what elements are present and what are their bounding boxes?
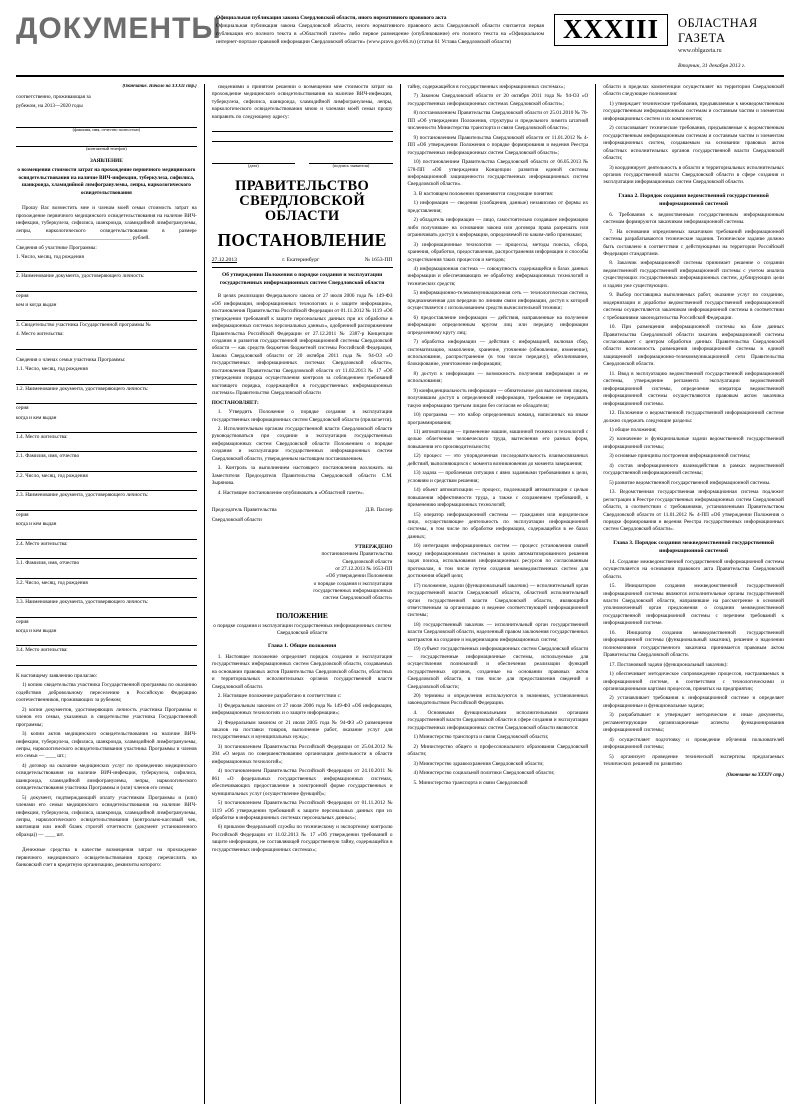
col1-top-line-2: рубежом, на 2013—2020 годы	[16, 103, 83, 110]
decree-resolve-word: ПОСТАНОВЛЯЕТ:	[211, 399, 259, 406]
col3-item: 4) информационная система — совокупность содержащейся в базах данных информации и обеспечивающих ее обработку информационных технологий и технических средств;	[407, 265, 589, 287]
participant-info-title: Сведения об участнике Программы:	[16, 244, 97, 251]
col1-top-line-1: соответственно, проживающая за	[16, 93, 91, 100]
field-line[interactable]	[16, 609, 197, 618]
col3-item: 7) Законом Свердловской области от 20 октября 2011 года № 94-ОЗ «О государственных информационных системах Свердловской области»;	[407, 93, 589, 107]
family-field: когда и кем выдан	[16, 627, 57, 634]
signer-name: Д.В. Паслер	[365, 507, 393, 514]
field-item: серия	[16, 292, 29, 299]
chapter-3-item: 2) устанавливает требования к информационной системе и определяет информационные и функциональные задачи;	[603, 695, 784, 709]
chapter-1-item: 2. Настоящее положение разработано в соответствии с:	[217, 693, 342, 700]
field-line[interactable]	[16, 502, 197, 511]
approval-line: о порядке создания и эксплуатации	[313, 580, 393, 587]
family-field: серия	[16, 618, 29, 625]
family-info-title: Сведения о членах семьи участника Программы:	[16, 356, 126, 363]
decree-number: № 1653-ПП	[364, 257, 393, 264]
field-line[interactable]	[16, 657, 197, 666]
approval-block	[212, 544, 393, 603]
family-field: серия	[16, 405, 29, 412]
attachment-item: 3) копии актов медицинского освидетельствования на наличие ВИЧ-инфекции, туберкулеза, сифилиса, шанкроида, хламидийной лимфогранулемы, лепры, наркологического освидетельствования участника Программы и членов его семьи — ____ шт.;	[16, 731, 197, 760]
decree-signature	[212, 507, 393, 526]
col3-item: 3) информационные технологии — процессы, методы поиска, сбора, хранения, обработки, предоставления, распространения информации и способы осуществления таких процессов и методов;	[407, 241, 589, 263]
chapter-2-heading: Глава 2. Порядок создания ведомственной государственной информационной системой	[618, 192, 769, 207]
family-field: 3.4. Место жительства:	[16, 647, 68, 654]
family-field: 2.1. Фамилия, имя, отчество	[16, 453, 80, 460]
chapter-3-item: 1) обеспечивает методическое сопровождение процессов, настраиваемых в информационной системе, в соответствии с технологическими и организационными картами процессов, принятых на предприятии;	[603, 671, 784, 693]
signer-title-2: Свердловской области	[211, 516, 262, 523]
col3-item: 2) Министерство общего и профессионального образования Свердловской области;	[407, 743, 589, 758]
attachment-item: 5) документ, подтверждающий оплату участником Программы и (или) членами его семьи медицинского освидетельствования на наличие ВИЧ-инфекции, туберкулеза, сифилиса, шанкроида, хламидийной лимфогранулемы, лепры, наркологического освидетельствования (контрольно-кассовый чек, квитанция или иной бланк строгой отчетности (документ установленного образца)) — ____ шт.	[16, 794, 197, 838]
article-columns	[16, 84, 784, 1104]
masthead-legal-note	[206, 14, 554, 46]
regulation-subtitle: о порядке создания и эксплуатации государственных информационных систем Свердловской области	[213, 622, 391, 636]
col3-item: 10) программа — это набор определенных команд, написанных на языке программирования;	[407, 412, 589, 426]
chapter-2-item: 9. Выбор поставщика выполняемых работ, оказание услуг по созданию, модернизации и доработке ведомственной государственной информационной системы осуществляется заказчиком информационной системы в соответствии с требованиями законодательства Российской Федерации.	[603, 292, 784, 321]
chapter-1-item: 4) постановлением Правительства Российской Федерации от 24.10.2011 № 861 «О федеральных государственных информационных системах, обеспечивающих предоставление в электронной форме государственных и муниципальных услуг (осуществление функций)»;	[211, 768, 393, 797]
chapter-2-item: 13. Ведомственная государственная информационная система подлежит регистрации в Реестре государственных информационных систем Свердловской области, в соответствии с требованиями, установленными Правительством Свердловской области от 11.01.2012 № 4-ПП «Об утверждении Положения о порядке формирования и ведения Реестра государственных информационных систем Свердловской области».	[603, 489, 784, 533]
column-1	[16, 84, 205, 1104]
paper-website[interactable]: www.oblgazeta.ru	[678, 48, 722, 54]
field-item: 3. Свидетельство участника Государственной программы №	[16, 321, 151, 328]
name-field-label: (фамилия, имя, отчество полностью)	[72, 126, 141, 132]
regulation-title: ПОЛОЖЕНИЕ	[276, 610, 328, 620]
col3-item: 19) субъект государственных информационных систем Свердловской области — государственные информационные системы, используемые для осуществления полномочий и обеспечения реализации функций государственных органов, созданные на основании правовых актов Свердловской области, в том числе для предоставления сведений о Свердловской области;	[407, 646, 589, 690]
decree-item: 2. Исполнительным органам государственной власти Свердловской области руководствоваться при создании и эксплуатации государственных информационных систем Свердловской области Положением о порядке создания и эксплуатации государственных информационных систем Свердловской области, утвержденным настоящим постановлением.	[211, 425, 393, 462]
col3-item: 20) термины и определения используются в значениях, установленных законодательством Российской Федерации.	[407, 692, 589, 707]
col4-item: 3) координирует деятельность в области и территориальных исполнительных органов государственной власти Свердловской области в сфере создания и эксплуатации информационных систем Свердловской области.	[603, 164, 784, 186]
chapter-3-item: 17. Постановкой задачи (функциональный заказчик):	[609, 661, 728, 668]
family-field: 2.2. Число, месяц, год рождения	[16, 472, 88, 479]
statement-subtitle: о возмещении стоимости затрат на прохождение первичного медицинского освидетельствования на наличие ВИЧ-инфекции, туберкулеза, сифилиса, шанкроида, хламидийной лимфогранулемы, лепры, наркологического освидетельствования	[17, 167, 196, 196]
paper-name: ОБЛАСТНАЯ ГАЗЕТА	[678, 16, 758, 45]
field-line[interactable]	[16, 341, 197, 350]
legal-note-body: Официальная публикация закона Свердловской области, иного нормативного правового акта Свердловской области считается первая публикация его полного текста в «Областной газете» либо первое размещение (опубликование) его полного текста на «Официальном интернет-портале правовой информации Свердловской области» (www.pravo.gov66.ru) (статья 61 Устава Свердловской области)	[216, 23, 544, 46]
field-line[interactable]	[16, 589, 197, 598]
continuation-note: (Окончание. Начало на XXXII стр.)	[122, 84, 197, 89]
family-field: 3.2. Число, месяц, год рождения	[16, 579, 88, 586]
gov-line-2: СВЕРДЛОВСКОЙ	[239, 193, 365, 210]
approval-line: постановлением Правительства	[321, 551, 393, 558]
approval-line: от 27.12.2013 № 1653-ПП	[335, 565, 393, 572]
chapter-2-item: 10. При размещении информационной системы на базе данных Правительства Свердловской области заказчик информационной системы согласовывает с центром обработки данных Правительства Свердловской области возможность размещения информационной системы в единой защищенной информационно-телекоммуникационной сети Правительства Свердловской области.	[603, 324, 784, 368]
chapter-2-item: 5) развитие ведомственной государственной информационной системы.	[609, 479, 771, 486]
chapter-1-item: 2) Федеральным законом от 21 июля 2005 года № 94-ФЗ «О размещении заказов на поставки товаров, выполнение работ, оказание услуг для государственных и муниципальных нужд»;	[211, 719, 393, 741]
attachment-item: 2) копии документов, удостоверяющих личность участника Программы и членов его семьи, указанных в свидетельстве участника Государственной программы;	[16, 706, 197, 728]
family-field: когда и кем выдан	[16, 521, 57, 528]
col4-item: 2) согласовывает технические требования, предъявляемые к ведомственным государственным информационным системам и составным частям и элементам информационных систем, создаваемым на основании правовых актов областных исполнительных органов государственной власти Свердловской области;	[603, 125, 784, 162]
chapter-2-item: 11. Ввод в эксплуатацию ведомственной государственной информационной системы, утверждение регламента эксплуатации ведомственной информационной системы, определение оператора ведомственной информационной системы осуществляются правовым актом заказчика информационной системы.	[603, 370, 784, 407]
masthead-left	[16, 12, 222, 45]
family-field: 1.4. Место жительства:	[16, 433, 68, 440]
column-2	[205, 84, 401, 1104]
chapter-2-item: 2) назначение и функциональные задачи ведомственной государственной информационной системы;	[603, 436, 784, 450]
decree-city: г. Екатеринбург	[282, 257, 320, 264]
paper-identity	[668, 14, 784, 69]
decree-item: 3. Контроль за выполнением настоящего постановления возложить на Заместителя Председателя Правительства Свердловской области С.М. Зырянова.	[211, 465, 393, 487]
chapter-2-item: 7. На основании определяемых заказчиком требований информационной системы разрабатываются технические задания. Техническое задание должно быть составлено в соответствии с действующими на территории Российской Федерации стандартами.	[603, 228, 784, 258]
chapter-1-item: 1. Настоящее положение определяет порядок создания и эксплуатации государственных информационных систем Свердловской области, создаваемых на основании правовых актов Правительства Свердловской области, областных и территориальных исполнительных органов государственной власти Свердловской области.	[211, 653, 393, 690]
family-field: 2.4. Место жительства:	[16, 540, 68, 547]
date-label: (дата)	[247, 163, 259, 169]
family-field: когда и кем выдан	[16, 414, 57, 421]
family-field: 1.1. Число, месяц, год рождения	[16, 366, 88, 373]
chapter-2-item: 3) основные принципы построения информационной системы;	[609, 453, 751, 460]
approval-word: УТВЕРЖДЕНО	[354, 543, 393, 550]
col3-item: 5) информационно-телекоммуникационная сеть — технологическая система, предназначенная для передачи по линиям связи информации, доступ к которой осуществляется с использованием средств вычислительной техники;	[407, 290, 589, 312]
col3-item: 9) конфиденциальность информации — обязательное для выполнения лицом, получившим доступ к определенной информации, требование не передавать такую информацию третьим лицам без согласия ее обладателя;	[407, 387, 589, 409]
statement-body: Прошу Вас возместить мне и членам моей семьи стоимость затрат на прохождение первичного медицинского освидетельствования на наличие ВИЧ-инфекции, туберкулеза, сифилиса, шанкроида, хламидийной лимфогранулемы, лепры, наркологического освидетельствования в размере ____________________________________________ рублей.	[16, 205, 197, 242]
col4-item: области в пределах компетенции осуществляет на территории Свердловской области следующие полномочия:	[603, 84, 784, 98]
attachments-title: К настоящему заявлению прилагаю:	[16, 672, 98, 679]
col3-item: 14) объект автоматизации — процесс, подлежащий автоматизации с целью повышения эффективности труда, а также с сохранением требований, к применению информационных технологий;	[407, 487, 589, 509]
field-line[interactable]	[16, 424, 197, 433]
col3-item: 8) доступ к информации — возможность получения информации и ее использования;	[407, 370, 589, 385]
bank-details-paragraph: Денежные средства в качестве возмещения затрат на прохождение первичного медицинского освидетельствования прошу перечислить на банковский счет в кредитную организацию, реквизиты которого:	[16, 847, 197, 869]
signature-row	[212, 155, 393, 169]
statement-title: ЗАЯВЛЕНИЕ	[90, 158, 123, 165]
issue-date: Вторник, 31 декабря 2013 г.	[678, 63, 746, 69]
government-heading	[212, 179, 393, 225]
chapter-2-item: 4) состав информационного взаимодействия в рамках ведомственной государственной информационной системы;	[603, 462, 784, 477]
phone-field-label: (контактный телефон)	[86, 146, 127, 152]
field-item: 1. Число, месяц, год рождения	[16, 254, 84, 260]
family-field: 1.2. Наименование документа, удостоверяющего личность:	[16, 385, 149, 392]
chapter-3-item: 15. Инициатором создания межведомственной государственной информационной системы являются исполнительные органы государственной власти Свердловской области, направившие на рассмотрение в основной уполномоченный орган предложения о создании межведомственной государственной информационной системы с перечнем требований к информационной системе.	[603, 583, 784, 627]
attachment-item: 1) копию свидетельства участника Государственной программы по оказанию содействия добровольному переселению в Российскую Федерацию соотечественников, проживающих за рубежом;	[16, 682, 197, 704]
col3-item: 2) обладатель информации — лицо, самостоятельно создавшее информацию либо получившее на основании закона или договора права разрешать или ограничивать доступ к информации, определяемой по каким-либо признакам;	[407, 217, 589, 239]
page-number-roman: XXXIII	[554, 14, 668, 46]
field-item: 2. Наименование документа, удостоверяющего личность:	[16, 273, 145, 280]
address-line[interactable]	[212, 133, 393, 142]
col3-item: 9) постановлением Правительства Свердловской области от 11.01.2012 № 4-ПП «Об утверждении Положения о порядке формирования и ведения Реестра государственных информационных систем Свердловской области»;	[407, 134, 589, 156]
field-line[interactable]	[16, 312, 197, 321]
field-line[interactable]	[16, 637, 197, 646]
approval-line: государственных информационных	[313, 588, 393, 595]
family-field: 3.3. Наименование документа, удостоверяющего личность:	[16, 599, 149, 606]
field-line[interactable]	[16, 263, 197, 272]
col3-item: 3. В настоящем положении применяются следующие понятия:	[413, 190, 554, 197]
col3-item: 15) оператор информационной системы — гражданин или юридическое лицо, осуществляющее деятельность по эксплуатации информационной системы, в том числе по обработке информации, содержащейся в ее базах данных;	[407, 511, 589, 540]
field-line[interactable]	[16, 376, 197, 385]
chapter-3-item: 14. Создание межведомственной государственной информационной системы осуществляется на основании правового акта Правительства Свердловской области.	[603, 558, 784, 580]
page-title: ДОКУМЕНТЫ	[16, 12, 222, 45]
field-line[interactable]	[16, 531, 197, 540]
col3-item: 4) Министерство социальной политики Свердловской области;	[413, 770, 555, 777]
chapter-2-item: 6. Требования к ведомственным государственным информационным системам формируются заказчиком информационной системы.	[603, 211, 784, 226]
chapter-3-heading: Глава 3. Порядок создания межведомственной государственной информационной системой	[613, 539, 775, 554]
field-item: 4. Место жительства:	[16, 331, 64, 338]
signature-label: (подпись заявителя)	[332, 163, 370, 169]
col3-item: 3) Министерство здравоохранения Свердловской области;	[413, 760, 544, 767]
col2-top-paragraph: сведениями о принятом решении о возмещении мне стоимости затрат на прохождение медицинского освидетельствования на наличие ВИЧ-инфекции, туберкулеза, сифилиса, шанкроида, хламидийной лимфогранулемы, лепры, наркологического освидетельствования мною и членами моей семьи прошу направить по следующему адресу:	[211, 84, 393, 120]
chapter-3-item: 4) осуществляет подготовку и проведение обучения пользователей информационной системы;	[603, 736, 784, 751]
chapter-1-item: 1) Федеральным законом от 27 июля 2006 года № 149-ФЗ «Об информации, информационных технологиях и о защите информации»;	[211, 702, 393, 717]
field-line[interactable]	[16, 463, 197, 472]
gov-line-3: ОБЛАСТИ	[264, 208, 340, 225]
field-line[interactable]	[16, 570, 197, 579]
col3-item: 16) интеграция информационных систем — процесс установления связей между информационными системами в целях автоматизированного решения задач поиска, использования информационных ресурсов по согласованным протоколам, в том числе путем создания межведомственных систем для достижения общей цели;	[407, 543, 589, 580]
decree-title: Об утверждении Положения о порядке создания и эксплуатации государственных информационных систем Свердловской области	[219, 272, 385, 286]
signer-title-1: Председатель Правительства	[211, 507, 277, 514]
column-4	[596, 84, 784, 1104]
decree-intro: В целях реализации Федерального закона от 27 июля 2006 года № 149-ФЗ «Об информации, информационных технологиях и о защите информации», постановления Правительства Российской Федерации от 01.11.2012 № 1119 «Об утверждении требований к защите персональных данных при их обработке в информационных системах персональных данных», одобренной распоряжением Правительства Российской Федерации от 27.12.2011 № 2387-р Концепции создания и развития государственной информационной системы Свердловской области — как средств бюджетов бюджетной системы Российской Федерации, Закона Свердловской области от 20 октября 2011 года № 94-ОЗ «О государственных информационных системах Свердловской области», постановления Правительства Свердловской области от 11.02.2013 № 17 «Об утверждении порядка осуществления контроля за соблюдением требований настоящего порядка, содержащейся в государственных информационных системах» Правительство Свердловской области	[211, 293, 393, 397]
chapter-2-item: 12. Положение о ведомственной государственной информационной системе должно содержать следующие разделы:	[603, 410, 784, 424]
col3-item: 10) постановлением Правительства Свердловской области от 06.05.2013 № 578-ПП «Об утверждении Концепции развития единой системы информационной защищенности государственных информационных систем Свердловской области».	[407, 159, 589, 188]
col4-item: 1) утверждает технические требования, предъявляемые к межведомственным государственным информационным системам и составным частям и элементам информационных систем и их компонентов;	[603, 100, 784, 122]
decree-date: 27.12.2013	[211, 257, 237, 264]
col3-item: 4. Основными функциональными исполнительными органами государственной власти Свердловской области в сфере создания и эксплуатации государственных информационных систем Свердловской области являются:	[407, 709, 589, 731]
col3-item: 17) положение, задачи (функциональный заказчик) — исполнительный орган государственной власти Свердловской области, областной исполнительный орган государственной власти Свердловской области, являющийся ответственным за организацию и ведение соответствующей информационной системы;	[407, 582, 589, 619]
col3-item: 13) задача — проблемная ситуация с явно заданными требованиями к цели, условиям и средствам решения;	[407, 470, 589, 484]
chapter-1-item: 5) постановлением Правительства Российской Федерации от 01.11.2012 № 1119 «Об утверждении требований к защите персональных данных при их обработке в информационных системах персональных данных»;	[211, 800, 393, 821]
continuation-end-note: (Окончание на XXXIV стр.)	[726, 772, 784, 778]
approval-line: систем Свердловской области»	[323, 595, 393, 602]
approval-line: Свердловской области	[342, 558, 393, 565]
col3-item: 8) постановлением Правительства Свердловской области от 25.01.2010 № 76-ПП «Об утверждении Положения, структуры и предельного лимита штатной численности Министерства транспорта и связи Свердловской области»;	[407, 110, 589, 132]
col3-item: 7) обработка информации — действия с информацией, включая сбор, систематизацию, накопление, хранение, уточнение (обновление, изменение), использование, распространение (в том числе передачу), обезличивание, блокирование, уничтожение информации;	[407, 339, 589, 368]
column-3	[401, 84, 597, 1104]
family-field: серия	[16, 511, 29, 518]
chapter-2-item: 1) общие положения;	[609, 427, 657, 433]
chapter-3-item: 5) организует проведение технической экспертизы предлагаемых технических решений по развитию	[603, 753, 784, 768]
field-line[interactable]	[16, 283, 197, 292]
decree-item: 4. Настоящее постановление опубликовать в «Областной газете».	[217, 489, 365, 496]
col3-item: 1) информация — сведения (сообщения, данные) независимо от формы их представления;	[407, 200, 589, 214]
family-field: 3.1. Фамилия, имя, отчество	[16, 560, 80, 567]
family-field: 2.3. Наименование документа, удостоверяющего личность:	[16, 492, 149, 499]
attachment-item: 4) договор на оказание медицинских услуг по проведению медицинского освидетельствования на наличие ВИЧ-инфекции, туберкулеза, сифилиса, шанкроида, хламидийной лимфогранулемы, лепры, наркологического освидетельствования участника Программы и (или) членов его семьи;	[16, 762, 197, 792]
field-line[interactable]	[16, 395, 197, 404]
chapter-3-item: 3) разрабатывает и утверждает методические и иные документы, регламентирующие организационные аспекты функционирования информационной системы;	[603, 712, 784, 734]
decree-item: 1. Утвердить Положение о порядке создания и эксплуатации государственных информационных систем Свердловской области (прилагается).	[211, 409, 393, 423]
col3-item: 12) процесс — это упорядоченная последовательность взаимосвязанных действий, выполняющихся с момента возникновения до момента завершения;	[407, 453, 589, 467]
gov-line-1: ПРАВИТЕЛЬСТВО	[235, 177, 370, 194]
decree-word: ПОСТАНОВЛЕНИЕ	[217, 229, 387, 250]
field-line[interactable]	[16, 443, 197, 452]
legal-note-bold-line: Официальная публикация закона Свердловской области, иного нормативного правового акта	[216, 15, 447, 21]
approval-line: «Об утверждении Положения	[326, 573, 393, 580]
col3-item: 11) автоматизация — применение машин, машинной техники и технологий с целью облегчения человеческого труда, вытеснения его разных форм, повышения его производительности;	[407, 429, 589, 450]
chapter-2-item: 8. Заказчик информационной системы принимает решение о создании ведомственной государственной информационной системы с учетом анализа существующих государственных информационных систем, дублирующих цели и задачи уже существующих.	[603, 260, 784, 289]
masthead	[16, 14, 784, 77]
col3-item: 5. Министерство транспорта и связи Свердловской	[413, 779, 528, 786]
chapter-3-item: 16. Инициатор создания межведомственной государственной информационной системы (функциональный заказчик), решение о наделении полномочиями государственного заказчика принимается правовым актом Правительства Свердловской области.	[603, 629, 784, 659]
decree-meta	[212, 257, 393, 268]
chapter-1-heading: Глава 1. Общие положения	[267, 642, 337, 649]
field-line[interactable]	[16, 482, 197, 491]
field-item: кем и когда выдан	[16, 302, 57, 309]
col3-item: 18) государственный заказчик — исполнительный орган государственной власти Свердловской области, наделенный правом заключения государственных контрактов на создание и модернизацию информационных систем;	[407, 621, 589, 643]
chapter-1-item: 6) приказом Федеральной службы по техническому и экспортному контролю Российской Федерации от 11.02.2013 № 17 «Об утверждении требований о защите информации, не составляющей государственную тайну, содержащейся в государственных информационных системах»;	[211, 824, 393, 853]
field-line[interactable]	[16, 550, 197, 559]
address-line[interactable]	[212, 123, 393, 132]
col3-item: 1) Министерство транспорта и связи Свердловской области;	[413, 734, 549, 741]
masthead-right	[554, 14, 784, 69]
chapter-1-item: 3) постановлением Правительства Российской Федерации от 25.04.2012 № 394 «О мерах по совершенствованию организации деятельности в области информационных технологий»;	[211, 743, 393, 765]
col3-item: тайну, содержащейся в государственных информационных системах»;	[407, 84, 565, 90]
col3-item: 6) предоставление информации — действия, направленные на получение информации определенным кругом лиц или передачу информации определенному кругу лиц;	[407, 314, 589, 336]
